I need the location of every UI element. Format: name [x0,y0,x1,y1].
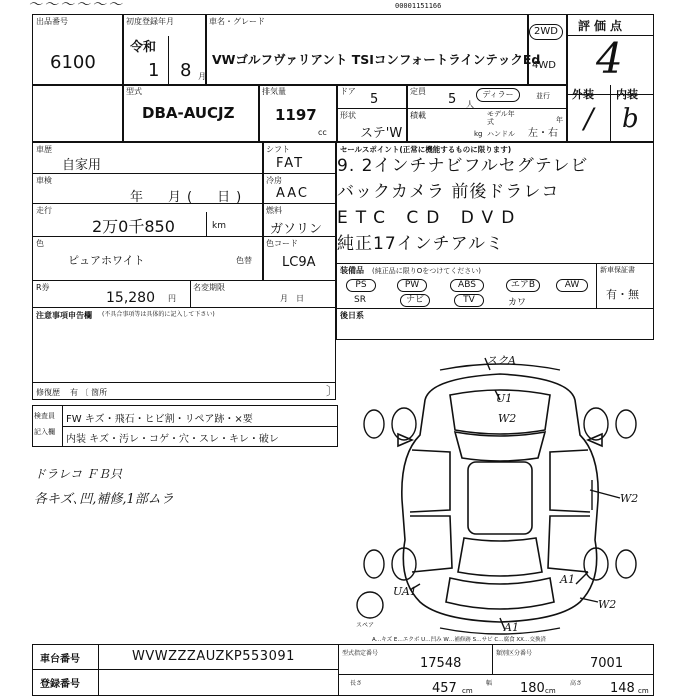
mark-w2-rear: W2 [598,598,617,611]
equip-ps: PS [346,279,376,292]
handnote-damage: 各キズ､凹,補修,1部ムラ [34,492,174,507]
doors-value: 5 [370,92,379,107]
fuel-label: 燃料 [266,206,282,215]
interior-label: 内装 [616,88,638,101]
mark-a1-bumper: A1 [504,621,519,634]
height-value: 148 [610,681,635,696]
notes-label: 注意事項申告欄 [36,311,92,320]
equip-navi: ナビ [400,294,430,307]
parallel-label: 並行 [536,92,550,100]
selling-point-2: バックカメラ 前後ドラレコ [337,182,560,202]
inspection-label: 車検 [36,176,52,185]
selling-point-1: 9. 2インチナビフルセグテレビ [337,156,589,176]
mark-ua1: UA1 [393,585,417,598]
mark-a1-rear: A1 [560,573,575,586]
equip-pw: PW [397,279,427,292]
recycle-label: R券 [36,283,50,292]
mileage-value: 2万0千850 [92,217,175,236]
km-unit: km [212,221,226,231]
exterior-label: 外装 [572,88,594,101]
shift-label: シフト [266,145,290,154]
displacement-value: 1197 [275,106,317,124]
equipment-label: 装備品 [340,266,364,275]
equip-sr: SR [354,295,366,305]
equip-abs: ABS [450,279,484,292]
width-label: 幅 [486,680,493,687]
chassis-label: 車台番号 [40,654,80,665]
model-value: DBA-AUCJZ [142,104,235,122]
color-value: ピュアホワイト [68,254,145,267]
certified-no-label: 型式指定番号 [342,650,379,657]
handle-value: 左・右 [528,128,558,139]
use-value: 自家用 [62,158,102,173]
backline-label: 後日系 [340,311,364,320]
color-code-label: 色コード [266,239,298,248]
drive-2wd: 2WD [529,24,563,40]
selling-points-label: セールスポイント(正常に機能するものに限ります) [340,145,512,154]
top-stamp: 〜〜〜〜〜〜 [28,0,124,13]
left-sheet-frame [32,142,339,400]
mark-w2-hood: W2 [498,412,517,425]
displacement-label: 排気量 [262,87,286,96]
fuel-value: ガソリン [270,222,323,237]
interior-row: 内装 キズ・汚レ・コゲ・穴・スレ・キレ・破レ [66,434,279,445]
certified-no-value: 17548 [420,656,462,671]
first-reg-label: 初度登録年月 [126,17,174,26]
recycle-value: 15,280 [106,290,155,306]
score-value: 4 [596,34,623,83]
shape-value: ステ'W [360,126,403,141]
length-value: 457 [432,681,457,696]
equip-airbag: エアB [506,279,540,292]
shape-label: 形状 [340,111,356,120]
person-unit: 人 [466,100,474,109]
length-label: 長さ [350,680,363,687]
interior-score: b [622,104,639,134]
registration-code: 00001151166 [395,2,442,10]
score-label: 評価点 [578,19,627,33]
height-unit: cm [638,687,649,695]
registration-label: 登録番号 [40,679,80,690]
reg-month-unit: 月 [198,72,206,81]
mileage-label: 走行 [36,206,52,215]
handnote-dashcam: ドラレコ ＦＢ只 [34,467,122,481]
damage-legend: A…キズ E…エクボ U…凹み W…補修跡 S…サビ C…腐食 XX…交換済 [372,637,546,643]
inspector-label: 検査員 [34,412,55,420]
width-unit: cm [545,687,556,695]
drive-4wd: 4WD [532,60,556,71]
era: 令和 [130,40,157,55]
car-name-label: 車名・グレード [209,17,265,26]
lot-label: 出品番号 [36,17,68,26]
repair-label: 修復歴 [36,388,60,397]
equip-tv: TV [454,294,484,307]
selling-points [337,153,652,257]
car-name: VWゴルフヴァリアント TSIコンフォートラインテックEd [212,52,541,67]
capacity-label: 定員 [410,87,426,96]
length-unit: cm [462,687,473,695]
lot-number: 6100 [50,52,96,73]
color-change-label: 色替 [236,256,252,265]
loading-label: 積載 [410,111,426,120]
ac-value: AAC [276,186,309,201]
repair-value: 有 〔 箇所 [70,388,108,397]
doors-label: ドア [340,87,356,96]
spare-label: スペア [356,622,375,629]
shift-value: FAT [276,156,305,171]
mark-u1: U1 [496,392,513,405]
kg-unit: kg [474,130,483,138]
reg-month: 8 [180,60,192,81]
category-no-value: 7001 [590,656,624,671]
mark-w2-side: W2 [620,492,639,505]
use-label: 車歴 [36,145,52,154]
equipment-sub: (純正品に限りOをつけてください) [372,267,481,275]
equip-aw: AW [556,279,588,292]
dealer-oval: ディラー [476,88,520,102]
inspection-value: 年 月( 日) [130,190,248,205]
cc-unit: cc [318,128,327,137]
chassis-value: WVWZZZAUZKP553091 [132,649,295,664]
capacity-value: 5 [448,92,457,107]
new-car-warranty-label: 新車保証書 [600,266,635,274]
reg-year: 1 [148,60,160,81]
notes-sub: (不具合事項等は具体的に記入して下さい) [102,311,215,318]
equip-leather: カワ [508,298,527,308]
ac-label: 冷房 [266,176,282,185]
color-label: 色 [36,239,44,248]
color-code-value: LC9A [282,255,316,270]
selling-point-4: 純正17インチアルミ [337,234,504,254]
yen-unit: 円 [168,294,176,303]
height-label: 高さ [570,680,583,687]
model-year-label: モデル年式 [487,110,515,126]
repair-bracket: 〕 [326,384,339,398]
width-value: 180 [520,681,545,696]
exterior-score: / [584,102,594,135]
selling-point-3: ETC CD DVD [337,208,523,228]
title-deadline-label: 名変期限 [193,283,225,292]
title-deadline-value: 月 日 [280,294,304,303]
category-no-label: 類別区分番号 [496,650,533,657]
new-car-warranty-value: 有・無 [606,288,639,301]
year-unit: 年 [556,116,563,124]
model-label: 型式 [126,87,142,96]
fw-row: FW キズ・飛石・ヒビ割・リペア跡・×要 [66,414,253,425]
mark-sk-a: スクA [486,354,516,367]
handle-label: ハンドル [487,130,515,138]
entry-label: 記入欄 [34,428,55,436]
